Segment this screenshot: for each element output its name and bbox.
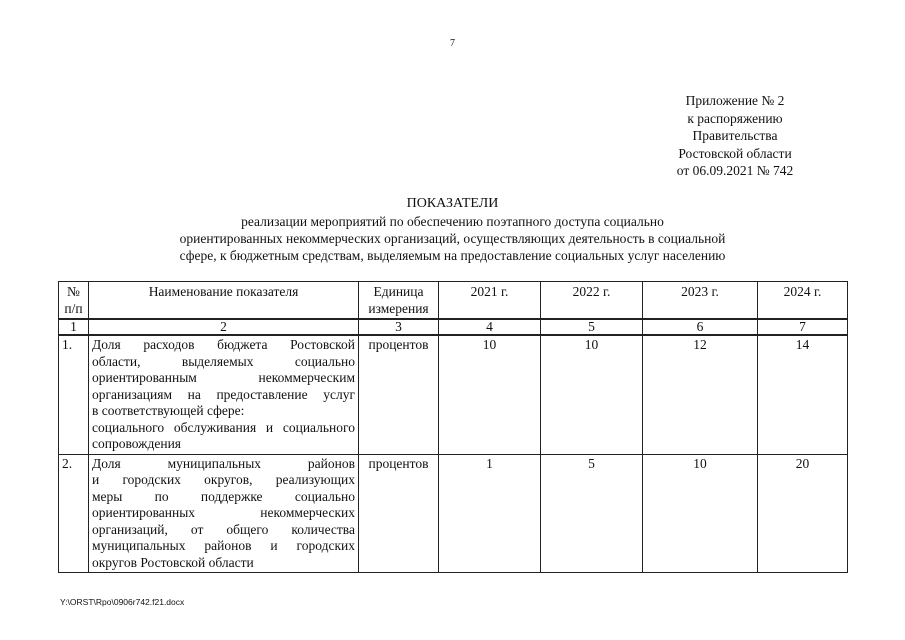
- indicator-name-line: социального обслуживания и социального: [92, 419, 355, 435]
- document-title: ПОКАЗАТЕЛИ: [406, 196, 499, 211]
- indicator-name-line: муниципальных районов и городских: [92, 538, 355, 553]
- header-num: № п/п: [59, 282, 89, 320]
- appendix-block: [650, 92, 820, 180]
- column-number: 1: [59, 319, 89, 335]
- indicator-name-line: сопровождения: [92, 436, 182, 451]
- header-2024: 2024 г.: [758, 282, 848, 320]
- indicator-name: [89, 454, 359, 573]
- document-subtitle-line: ориентированных некоммерческих организаций, осуществляющих деятельность в социальной: [179, 231, 726, 246]
- unit-cell: процентов: [359, 335, 439, 454]
- indicator-name-line: области, выделяемых социально: [92, 353, 355, 369]
- appendix-line: к распоряжению: [687, 110, 783, 126]
- header-2023: 2023 г.: [643, 282, 758, 320]
- indicator-name-line: Доля расходов бюджета Ростовской: [92, 337, 355, 352]
- indicator-name-line: ориентированным некоммерческим: [92, 370, 355, 385]
- document-subtitle-line: реализации мероприятий по обеспечению поэтапного доступа социально: [241, 214, 664, 229]
- column-number: 4: [439, 319, 541, 335]
- indicator-name-line: округов Ростовской области: [92, 554, 254, 570]
- value-2023: 12: [643, 335, 758, 454]
- table-row: [59, 454, 848, 573]
- table-row: [59, 335, 848, 454]
- column-number: 6: [643, 319, 758, 335]
- value-2023: 10: [643, 454, 758, 573]
- header-2022: 2022 г.: [541, 282, 643, 320]
- value-2021: 10: [439, 335, 541, 454]
- indicators-table: [58, 281, 848, 573]
- document-heading: [0, 195, 905, 264]
- value-2024: 14: [758, 335, 848, 454]
- table-header-row: [59, 282, 848, 320]
- appendix-line: Правительства: [692, 128, 778, 143]
- appendix-line: от 06.09.2021 № 742: [676, 163, 794, 178]
- appendix-line: Приложение № 2: [685, 93, 785, 108]
- column-number: 5: [541, 319, 643, 335]
- column-number: 2: [89, 319, 359, 335]
- indicator-name: [89, 335, 359, 454]
- column-number: 3: [359, 319, 439, 335]
- appendix-line: Ростовской области: [678, 145, 792, 161]
- header-name: Наименование показателя: [89, 282, 359, 320]
- indicator-name-line: и городских округов, реализующих: [92, 472, 355, 487]
- value-2022: 10: [541, 335, 643, 454]
- column-numbering-row: [59, 319, 848, 335]
- header-2021: 2021 г.: [439, 282, 541, 320]
- value-2024: 20: [758, 454, 848, 573]
- document-subtitle-line: сфере, к бюджетным средствам, выделяемым на предоставление социальных услуг населению: [179, 248, 726, 263]
- header-unit: Единица измерения: [359, 282, 439, 320]
- indicator-name-line: в соответствующей сфере:: [92, 403, 245, 418]
- row-number: 1.: [59, 335, 89, 454]
- value-2022: 5: [541, 454, 643, 573]
- indicator-name-line: организациям на предоставление услуг: [92, 386, 355, 402]
- row-number: 2.: [59, 454, 89, 573]
- file-path: Y:\ORST\Rpo\0906r742.f21.docx: [60, 597, 185, 607]
- indicator-name-line: меры по поддержке социально: [92, 488, 355, 504]
- value-2021: 1: [439, 454, 541, 573]
- indicator-name-line: ориентированных некоммерческих: [92, 505, 355, 520]
- unit-cell: процентов: [359, 454, 439, 573]
- indicator-name-line: Доля муниципальных районов: [92, 455, 355, 471]
- page-number: 7: [450, 38, 455, 49]
- indicator-name-line: организаций, от общего количества: [92, 521, 355, 537]
- column-number: 7: [758, 319, 848, 335]
